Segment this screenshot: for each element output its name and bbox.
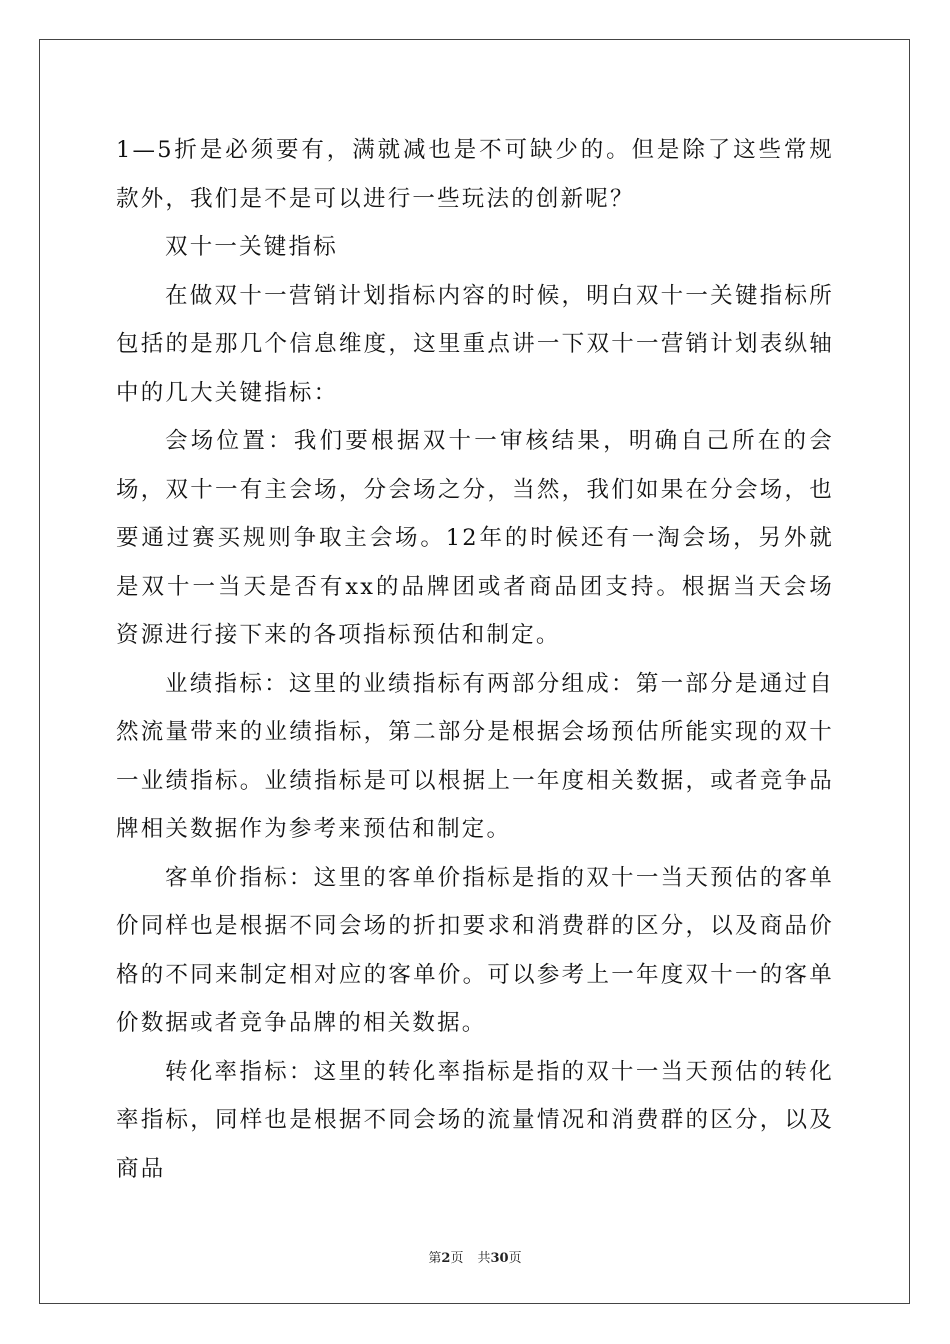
paragraph-1: 1—5折是必须要有，满就减也是不可缺少的。但是除了这些常规款外，我们是不是可以进行一些玩法的创新呢？ — [116, 137, 834, 212]
page-prefix: 第 — [428, 1251, 442, 1266]
paragraph-3: 会场位置：我们要根据双十一审核结果，明确自己所在的会场，双十一有主会场，分会场之分，当然，我们如果在分会场，也要通过赛买规则争取主会场。12年的时候还有一淘会场，另外就是双十一当天是否有xx的品牌团或者商品团支持。根据当天会场资源进行接下来的各项指标预估和制定。 — [116, 428, 834, 648]
page-footer — [0, 1247, 950, 1266]
paragraph-4: 业绩指标：这里的业绩指标有两部分组成：第一部分是通过自然流量带来的业绩指标，第二部分是根据会场预估所能实现的双十一业绩指标。业绩指标是可以根据上一年度相关数据，或者竞争品牌相关数据作为参考来预估和制定。 — [116, 670, 834, 842]
total-page-count: 30 — [490, 1251, 509, 1266]
paragraph-2: 在做双十一营销计划指标内容的时候，明白双十一关键指标所包括的是那几个信息维度，这里重点讲一下双十一营销计划表纵轴中的几大关键指标： — [116, 282, 834, 406]
page-unit: 页 — [450, 1251, 464, 1266]
document-body — [116, 126, 834, 1193]
section-heading: 双十一关键指标 — [165, 234, 338, 260]
paragraph-6: 转化率指标：这里的转化率指标是指的双十一当天预估的转化率指标，同样也是根据不同会场的流量情况和消费群的区分，以及商品 — [116, 1058, 834, 1182]
total-unit: 页 — [508, 1251, 522, 1266]
total-prefix: 共 — [477, 1251, 491, 1266]
paragraph-5: 客单价指标：这里的客单价指标是指的双十一当天预估的客单价同样也是根据不同会场的折扣要求和消费群的区分，以及商品价格的不同来制定相对应的客单价。可以参考上一年度双十一的客单价数据或者竞争品牌的相关数据。 — [116, 864, 834, 1036]
current-page-number: 2 — [441, 1251, 451, 1266]
